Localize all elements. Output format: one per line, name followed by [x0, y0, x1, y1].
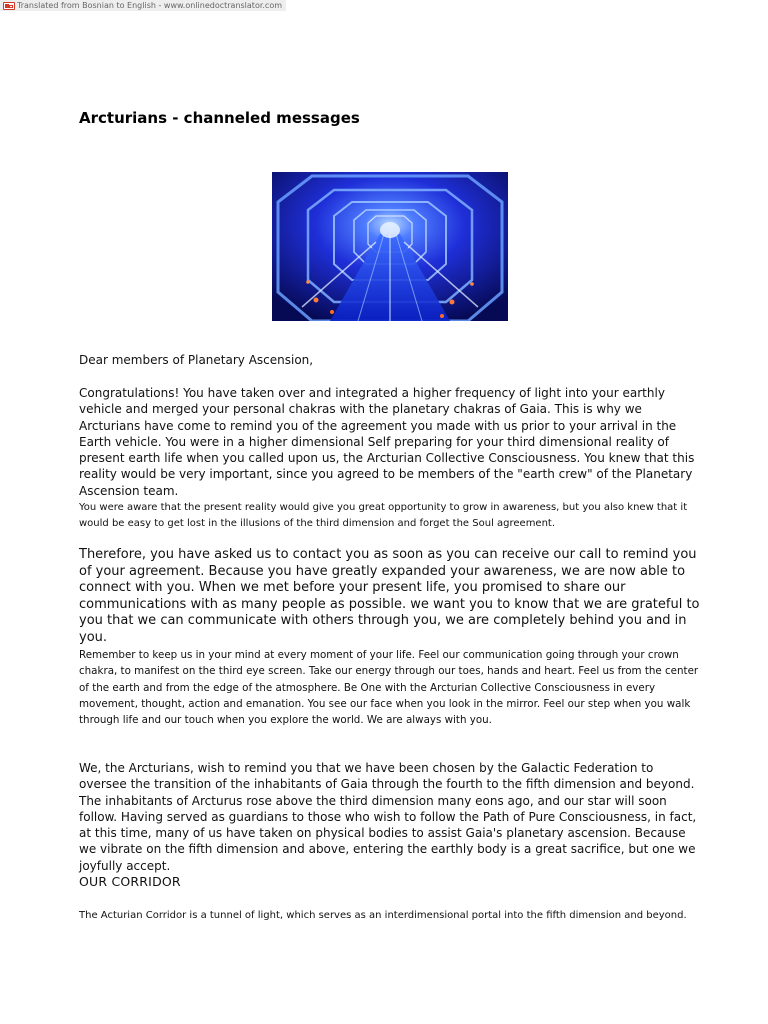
paragraph-4: Remember to keep us in your mind at every moment of your life. Feel our communication going through your crown chakra, to manifest on the third eye screen. Take our energy through our toes, hands and heart. Feel us from the center of the earth and from the edge of the atmosphere. Be One with the Arcturian Collective Consciousness in every movement, thought, action and emanation. You see our face when you look in the mirror. Feel our step when you walk through life and our touch when you explore the world. We are always with you.	[79, 649, 699, 727]
translator-banner-text[interactable]: Translated from Bosnian to English - www.onlinedoctranslator.com	[17, 1, 283, 10]
translator-banner[interactable]	[0, 0, 286, 11]
paragraph-5: We, the Arcturians, wish to remind you that we have been chosen by the Galactic Federation to oversee the transition of the inhabitants of Gaia through the fourth to the fifth dimension and beyond. The inhabitants of Arcturus rose above the third dimension many eons ago, and our star will soon follow. Having served as guardians to those who wish to follow the Path of Pure Consciousness, in fact, at this time, many of us have taken on physical bodies to assist Gaia's planetary ascension. Because we vibrate on the fifth dimension and above, entering the earthly body is a great sacrifice, but one we joyfully accept.	[79, 761, 697, 873]
greeting: Dear members of Planetary Ascension,	[79, 353, 314, 367]
paragraph-1: Congratulations! You have taken over and integrated a higher frequency of light into your earthly vehicle and merged your personal chakras with the planetary chakras of Gaia. This is why we Arcturians have come to remind you of the agreement you made with us prior to your arrival in the Earth vehicle. You were in a higher dimensional Self preparing for your third dimensional reality of present earth life when you called upon us, the Arcturian Collective Consciousness. You knew that this reality would be very important, since you agreed to be members of the "earth crew" of the Planetary Ascension team.	[79, 386, 695, 498]
section-heading: OUR CORRIDOR	[79, 874, 181, 889]
document-title: Arcturians - channeled messages	[79, 109, 360, 127]
translate-icon	[3, 2, 15, 10]
section-paragraph: The Acturian Corridor is a tunnel of light, which serves as an interdimensional portal into the fifth dimension and beyond.	[79, 910, 687, 921]
glowing-tunnel-image	[272, 172, 508, 321]
paragraph-2: You were aware that the present reality would give you great opportunity to grow in awareness, but you also knew that it would be easy to get lost in the illusions of the third dimension and forget the Soul agreement.	[79, 502, 688, 530]
paragraph-3: Therefore, you have asked us to contact you as soon as you can receive our call to remind you of your agreement. Because you have greatly expanded your awareness, we are now able to connect with you. When we met before your present life, you promised to share our communications with as many people as possible. we want you to know that we are grateful to you that we can communicate with others through you, we are completely behind you and in you.	[79, 547, 700, 645]
